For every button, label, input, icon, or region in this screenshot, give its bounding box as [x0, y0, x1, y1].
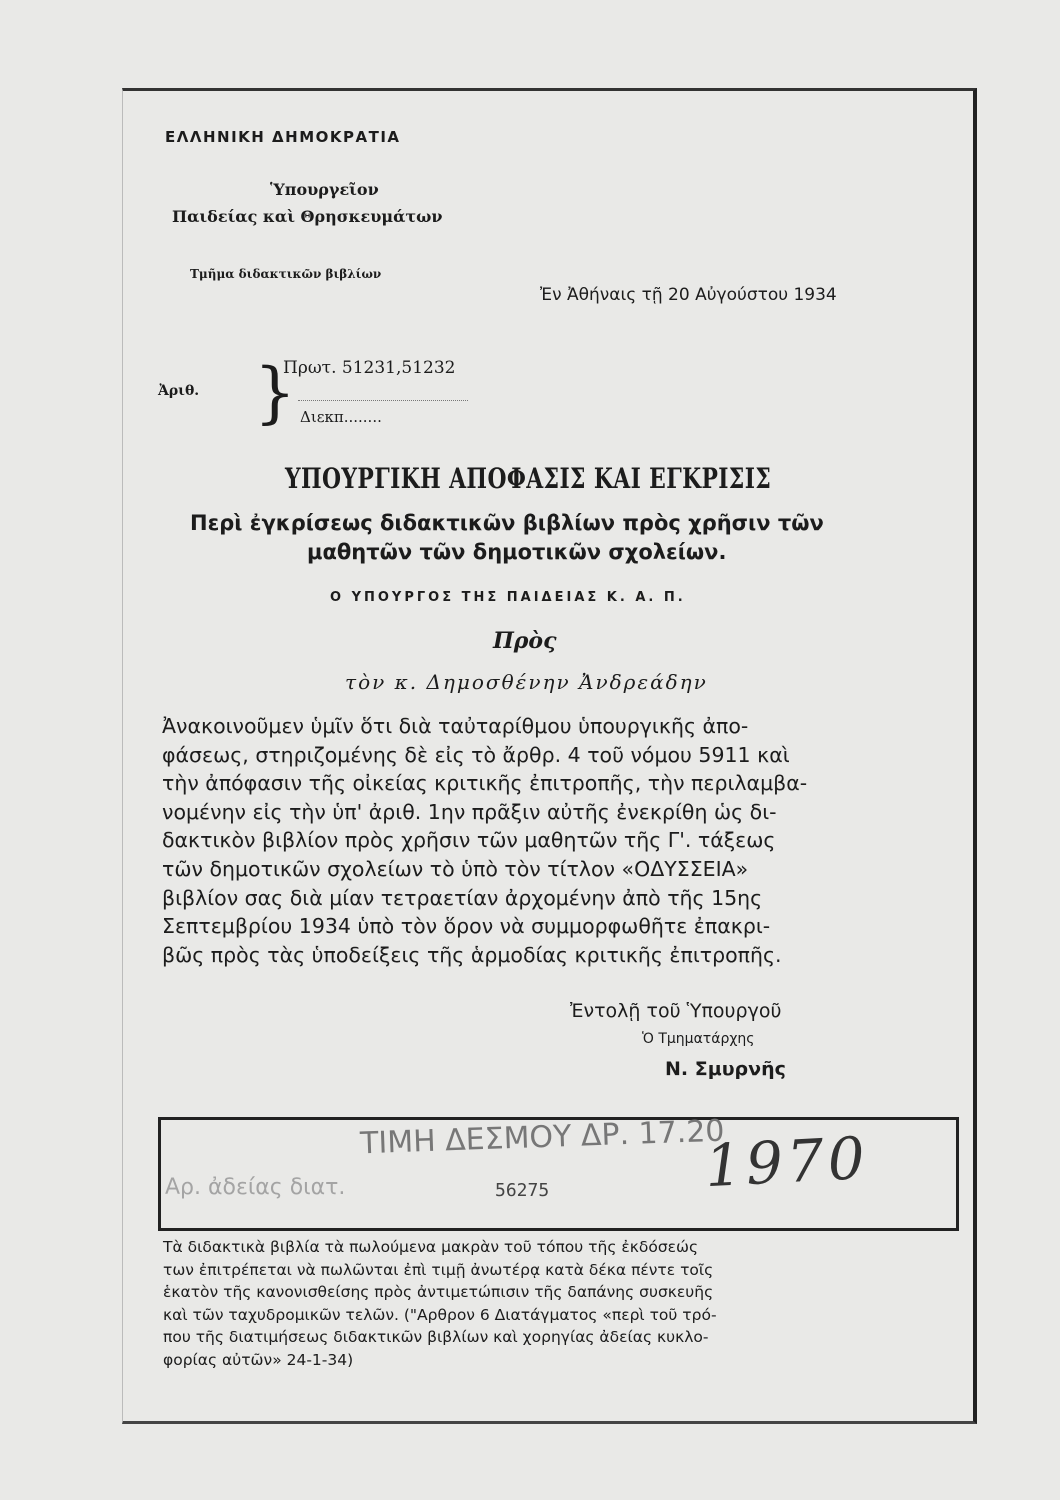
body-line: νομένην εἰς τὴν ὑπ' ἀριθ. 1ην πρᾶξιν αὐτῆς ἐνεκρίθη ὡς δι- [162, 799, 777, 824]
body-line: δακτικὸν βιβλίον πρὸς χρῆσιν τῶν μαθητῶν τῆς Γ'. τάξεως [162, 828, 776, 853]
reference-divider [298, 400, 468, 401]
subject-line-1: Περὶ ἐγκρίσεως διδακτικῶν βιβλίων πρὸς χρῆσιν τῶν [190, 511, 824, 535]
body-line: Ἀνακοινοῦμεν ὑμῖν ὅτι διὰ ταὐταρίθμου ὑπουργικῆς ἀπο- [162, 714, 749, 738]
footnote-line: που τῆς διατιμήσεως διδακτικῶν βιβλίων καὶ χορηγίας ἀδείας κυκλο- [163, 1328, 709, 1346]
ministry-name: Ὑπουργεῖον [270, 180, 379, 199]
handwritten-price: 1970 [703, 1123, 871, 1201]
footnote [163, 1236, 943, 1371]
state-heading: ΕΛΛΗΝΙΚΗ ΔΗΜΟΚΡΑΤΙΑ [165, 128, 401, 146]
footnote-line: καὶ τῶν ταχυδρομικῶν τελῶν. ("Αρθρον 6 Διατάγματος «περὶ τοῦ τρό- [163, 1305, 717, 1324]
price-faded-text: Αρ. ἀδείας διατ. [165, 1175, 346, 1200]
body-line: φάσεως, στηριζομένης δὲ εἰς τὸ ἄρθρ. 4 τοῦ νόμου 5911 καὶ [162, 742, 790, 767]
recipient-name: τὸν κ. Δημοσθένην Ἀνδρεάδην [345, 670, 708, 694]
body-line: Σεπτεμβρίου 1934 ὑπὸ τὸν ὅρον νὰ συμμορφωθῆτε ἐπακρι- [162, 914, 771, 939]
reference-label: Ἀριθ. [158, 383, 200, 399]
reference-brace: } [254, 354, 296, 431]
body-line: βῶς πρὸς τὰς ὑποδείξεις τῆς ἁρμοδίας κριτικῆς ἐπιτροπῆς. [162, 942, 782, 967]
dispatch-number: Διεκπ........ [300, 408, 382, 426]
body-line: τῶν δημοτικῶν σχολείων τὸ ὑπὸ τὸν τίτλον «ΟΔΥΣΣΕΙΑ» [162, 856, 749, 881]
decision-title: ΥΠΟΥΡΓΙΚΗ ΑΠΟΦΑΣΙΣ ΚΑΙ ΕΓΚΡΙΣΙΣ [285, 462, 772, 495]
subject-line-2: μαθητῶν τῶν δημοτικῶν σχολείων. [307, 540, 727, 564]
footnote-line: των ἐπιτρέπεται νὰ πωλῶνται ἐπὶ τιμῇ ἀνωτέρᾳ κατὰ δέκα πέντε τοῖς [163, 1260, 714, 1279]
body-line: βιβλίον σας διὰ μίαν τετραετίαν ἀρχομένην ἀπὸ τῆς 15ης [162, 885, 763, 910]
ministry-name-line2: Παιδείας καὶ Θρησκευμάτων [172, 207, 443, 226]
price-serial-number: 56275 [495, 1180, 550, 1201]
price-stamp-text: ΤΙΜΗ ΔΕΣΜΟΥ ΔΡ. 17.20 [359, 1113, 726, 1162]
addressee-label: Πρὸς [493, 628, 557, 654]
department-name: Τμῆμα διδακτικῶν βιβλίων [190, 267, 382, 281]
footnote-line: ἑκατὸν τῆς κανονισθείσης πρὸς ἀντιμετώπισιν τῆς δαπάνης συσκευῆς [163, 1283, 714, 1301]
protocol-number: Πρωτ. 51231,51232 [283, 358, 456, 378]
body-paragraph [162, 712, 937, 969]
footnote-line: φορίας αὐτῶν» 24-1-34) [163, 1350, 354, 1369]
signature-role: Ὁ Τμηματάρχης [642, 1031, 755, 1047]
footnote-line: Τὰ διδακτικὰ βιβλία τὰ πωλούμενα μακρὰν τοῦ τόπου τῆς ἐκδόσεώς [163, 1238, 699, 1256]
document-date: Ἐν Ἀθήναις τῇ 20 Αὐγούστου 1934 [540, 285, 837, 305]
signature-order: Ἐντολῇ τοῦ Ὑπουργοῦ [570, 1000, 782, 1022]
signature-name: Ν. Σμυρνῆς [665, 1058, 786, 1080]
body-line: τὴν ἀπόφασιν τῆς οἰκείας κριτικῆς ἐπιτροπῆς, τὴν περιλαμβα- [162, 771, 808, 796]
minister-heading: Ο ΥΠΟΥΡΓΟΣ ΤΗΣ ΠΑΙΔΕΙΑΣ Κ. Α. Π. [330, 590, 686, 605]
